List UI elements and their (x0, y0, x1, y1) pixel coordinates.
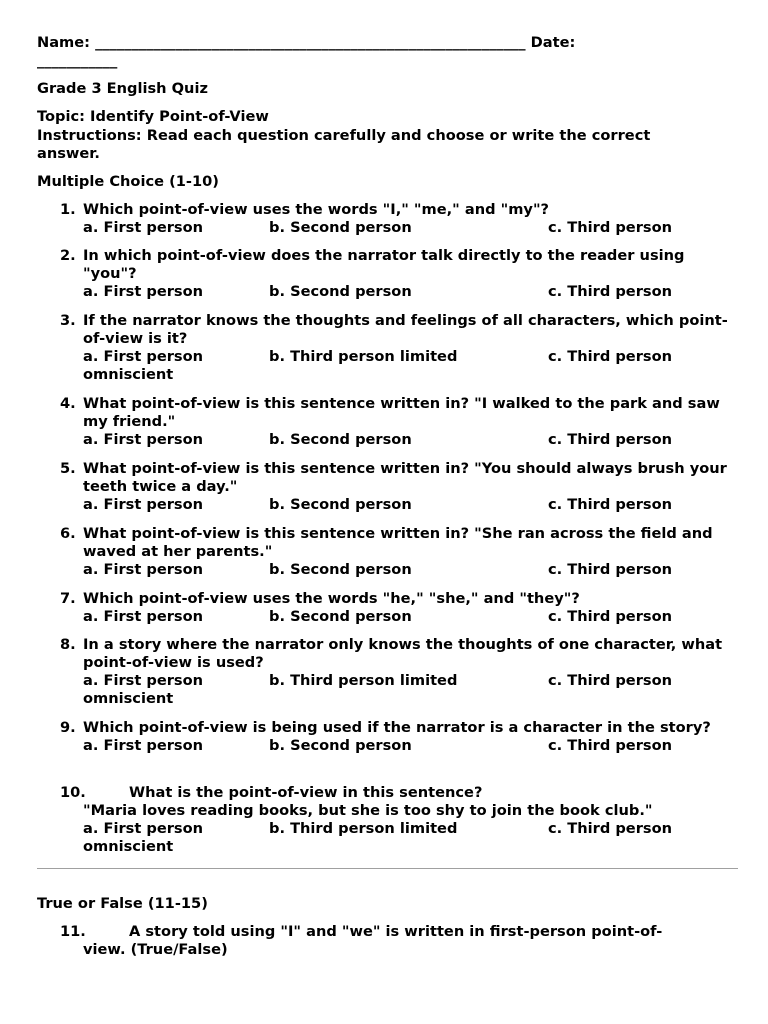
option-c[interactable]: c. Third person (548, 820, 672, 837)
question-number: 1. (60, 201, 76, 218)
quiz-title: Grade 3 English Quiz (37, 80, 208, 97)
question-text: Which point-of-view uses the words "he," "she," and "they"? (83, 590, 580, 607)
question-text: Which point-of-view is being used if the narrator is a character in the story? (83, 719, 711, 736)
option-c[interactable]: c. Third person (548, 737, 672, 754)
option-a[interactable]: a. First person (83, 431, 204, 448)
option-c[interactable]: c. Third person (548, 608, 672, 625)
question-number: 11. (60, 923, 86, 940)
option-b[interactable]: b. Second person (269, 219, 412, 236)
instructions: Instructions: Read each question carefully and choose or write the correct answer. (37, 127, 651, 162)
option-a[interactable]: a. First person (83, 283, 204, 300)
question-text: What point-of-view is this sentence written in? "I walked to the park and saw my friend." (83, 395, 720, 430)
option-a[interactable]: a. First person (83, 672, 204, 689)
multiple-choice-heading: Multiple Choice (1-10) (37, 173, 219, 190)
options (83, 431, 737, 449)
option-a[interactable]: a. First person (83, 737, 204, 754)
options (83, 820, 737, 838)
topic: Topic: Identify Point-of-View (37, 108, 269, 125)
question-9 (37, 719, 737, 755)
section-divider (37, 868, 738, 869)
question-6 (37, 525, 737, 579)
question-1 (37, 201, 737, 237)
option-c[interactable]: c. Third person (548, 219, 672, 236)
option-b[interactable]: b. Second person (269, 283, 412, 300)
question-5 (37, 460, 737, 514)
question-quote: "Maria loves reading books, but she is too shy to join the book club." (83, 802, 653, 819)
question-number: 9. (60, 719, 76, 736)
options (83, 496, 737, 514)
question-number: 8. (60, 636, 76, 653)
question-text: What is the point-of-view in this sentence? (129, 784, 483, 801)
option-a[interactable]: a. First person (83, 561, 204, 578)
option-b[interactable]: b. Second person (269, 431, 412, 448)
question-4 (37, 395, 737, 449)
options (83, 561, 737, 579)
question-number: 7. (60, 590, 76, 607)
true-false-heading: True or False (11-15) (37, 895, 208, 912)
option-b[interactable]: b. Third person limited (269, 820, 458, 837)
option-b[interactable]: b. Third person limited (269, 672, 458, 689)
option-b[interactable]: b. Second person (269, 737, 412, 754)
option-c-continuation: omniscient (83, 690, 174, 707)
date-blank: ___________ (37, 52, 118, 69)
question-11 (37, 923, 697, 959)
option-c[interactable]: c. Third person (548, 431, 672, 448)
question-text: What point-of-view is this sentence written in? "She ran across the field and waved at her parents." (83, 525, 713, 560)
option-a[interactable]: a. First person (83, 219, 204, 236)
question-8 (37, 636, 737, 708)
question-number: 2. (60, 247, 76, 264)
question-text: A story told using "I" and "we" is written in first-person point-of-view. (True/False) (83, 923, 663, 958)
options (83, 348, 737, 366)
option-a[interactable]: a. First person (83, 820, 204, 837)
question-3 (37, 312, 737, 384)
option-a[interactable]: a. First person (83, 496, 204, 513)
question-text: Which point-of-view uses the words "I," "me," and "my"? (83, 201, 550, 218)
name-date-line: Name: ___________________________________________________________ Date: (37, 34, 576, 51)
option-c[interactable]: c. Third person (548, 283, 672, 300)
options (83, 672, 737, 690)
option-b[interactable]: b. Third person limited (269, 348, 458, 365)
question-text: In a story where the narrator only knows the thoughts of one character, what point-of-view is used? (83, 636, 723, 671)
option-c-continuation: omniscient (83, 366, 174, 383)
option-a[interactable]: a. First person (83, 608, 204, 625)
option-b[interactable]: b. Second person (269, 496, 412, 513)
question-text: In which point-of-view does the narrator talk directly to the reader using "you"? (83, 247, 685, 282)
question-text: What point-of-view is this sentence written in? "You should always brush your teeth twice a day." (83, 460, 727, 495)
question-number: 3. (60, 312, 76, 329)
option-c-continuation: omniscient (83, 838, 174, 855)
question-text: If the narrator knows the thoughts and feelings of all characters, which point-of-view is it? (83, 312, 728, 347)
question-number: 6. (60, 525, 76, 542)
option-b[interactable]: b. Second person (269, 561, 412, 578)
option-c[interactable]: c. Third person (548, 496, 672, 513)
option-b[interactable]: b. Second person (269, 608, 412, 625)
question-10 (37, 784, 737, 856)
question-number: 4. (60, 395, 76, 412)
question-number: 10. (60, 784, 86, 801)
options (83, 608, 737, 626)
question-number: 5. (60, 460, 76, 477)
option-a[interactable]: a. First person (83, 348, 204, 365)
question-2 (37, 247, 737, 301)
options (83, 737, 737, 755)
option-c[interactable]: c. Third person (548, 348, 672, 365)
option-c[interactable]: c. Third person (548, 561, 672, 578)
option-c[interactable]: c. Third person (548, 672, 672, 689)
options (83, 283, 737, 301)
question-7 (37, 590, 737, 626)
options (83, 219, 737, 237)
